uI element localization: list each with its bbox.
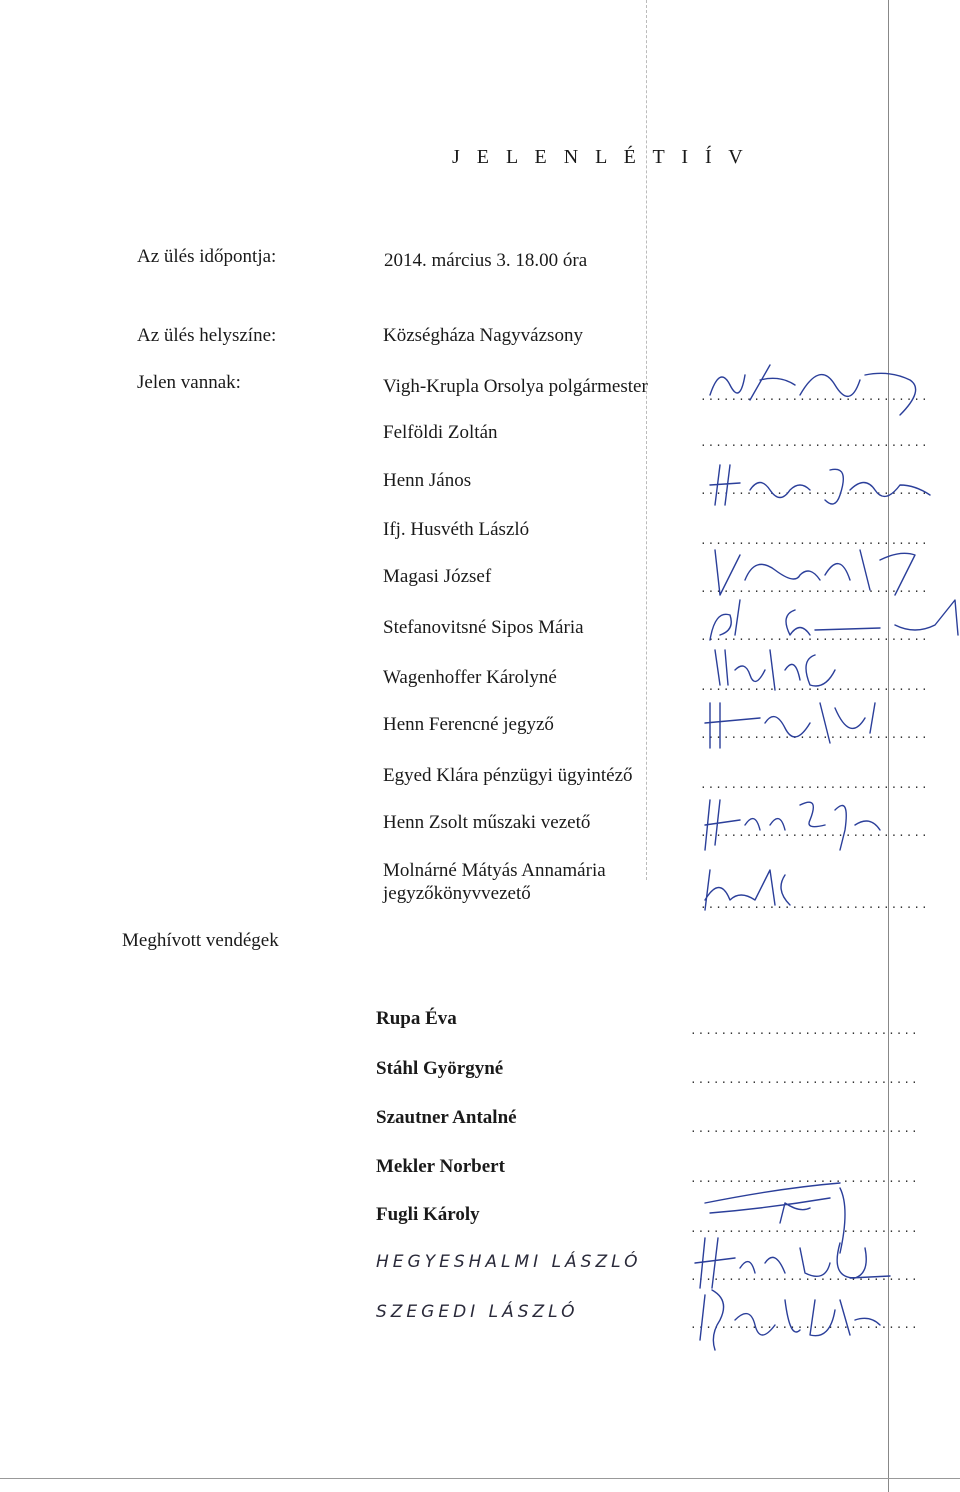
signature-line: .............................. (690, 1270, 919, 1283)
guests-label: Meghívott vendégek (122, 930, 279, 951)
attendee-name: Vigh-Krupla Orsolya polgármester (383, 376, 648, 397)
attendee-role: jegyzőkönyvvezető (383, 883, 531, 904)
attendee-name: Egyed Klára pénzügyi ügyintéző (383, 765, 633, 786)
attendee-name: Henn Ferencné jegyző (383, 714, 554, 735)
signature-line: .............................. (700, 898, 929, 911)
signature-henn-zsolt (700, 785, 900, 855)
signature-szegedi (690, 1280, 890, 1370)
signature-line: .............................. (700, 728, 929, 741)
signature-line: .............................. (700, 582, 929, 595)
signature-molnarne (700, 855, 850, 925)
signature-line: .............................. (700, 778, 929, 791)
signature-line: .............................. (700, 436, 929, 449)
signature-henn-janos (700, 455, 940, 515)
handwritten-guest-name: HEGYESHALMI LÁSZLÓ (376, 1252, 642, 1272)
signature-vigh-krupla (700, 355, 940, 425)
present-label: Jelen vannak: (137, 372, 241, 393)
handwritten-guest-name: SZEGEDI LÁSZLÓ (376, 1302, 579, 1322)
signature-line: .............................. (690, 1073, 919, 1086)
signature-line: .............................. (700, 630, 929, 643)
signature-line: .............................. (700, 390, 929, 403)
signature-line: .............................. (690, 1172, 919, 1185)
guest-name: Fugli Károly (376, 1204, 480, 1225)
place-value: Községháza Nagyvázsony (383, 325, 583, 346)
attendee-name: Felföldi Zoltán (383, 422, 498, 443)
signature-line: .............................. (700, 826, 929, 839)
guest-name: Stáhl Györgyné (376, 1058, 504, 1079)
date-label: Az ülés időpontja: (137, 246, 277, 267)
attendee-name: Henn Zsolt műszaki vezető (383, 812, 591, 833)
signature-line: .............................. (690, 1318, 919, 1331)
scan-fold-line (646, 0, 647, 880)
signature-line: .............................. (700, 680, 929, 693)
guest-name: Mekler Norbert (376, 1156, 505, 1177)
signature-line: .............................. (700, 484, 929, 497)
attendee-name: Wagenhoffer Károlyné (383, 667, 557, 688)
scan-bottom-line (0, 1478, 960, 1479)
date-value: 2014. március 3. 18.00 óra (384, 250, 588, 271)
signature-line: .............................. (700, 534, 929, 547)
place-label: Az ülés helyszíne: (137, 325, 277, 346)
guest-name: Szautner Antalné (376, 1107, 517, 1128)
signature-line: .............................. (690, 1122, 919, 1135)
guest-name: Rupa Éva (376, 1008, 457, 1029)
attendee-name: Magasi József (383, 566, 492, 587)
signature-line: .............................. (690, 1024, 919, 1037)
attendee-name: Molnárné Mátyás Annamária (383, 860, 606, 881)
attendee-name: Stefanovitsné Sipos Mária (383, 617, 584, 638)
attendee-name: Ifj. Husvéth László (383, 519, 530, 540)
attendee-name: Henn János (383, 470, 472, 491)
signature-henn-ferencne (700, 688, 900, 758)
signature-line: .............................. (690, 1222, 919, 1235)
page-title: J E L E N L É T I Í V (452, 146, 749, 168)
